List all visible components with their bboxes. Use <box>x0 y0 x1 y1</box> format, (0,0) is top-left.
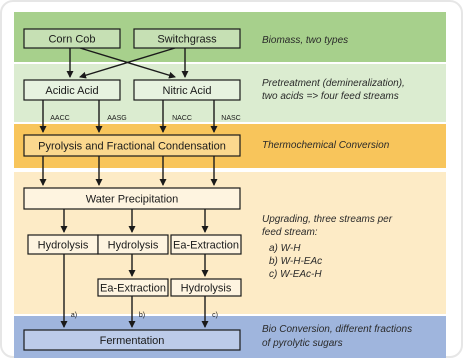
hydrolysis-a-label: Hydrolysis <box>37 239 89 252</box>
water-precipitation-node <box>24 188 240 209</box>
hydrolysis-a-node <box>28 235 98 254</box>
biomass-description: Biomass, two types <box>262 35 349 46</box>
pretreatment-description-line1: Pretreatment (demineralization), <box>262 78 405 89</box>
path-label-c: c) <box>212 312 218 319</box>
path-label-b: b) <box>138 312 146 319</box>
pyrolysis-label: Pyrolysis and Fractional Condensation <box>38 140 226 153</box>
ea-extraction-c-node <box>171 235 241 254</box>
pyrolysis-node <box>24 135 240 156</box>
corn-cob-label: Corn Cob <box>48 33 96 46</box>
hydrolysis-c-node <box>171 279 241 296</box>
corn-cob-node <box>24 29 120 48</box>
upgrading-stream-c: c) W-EAc-H <box>269 269 322 280</box>
upgrading-stream-b: b) W-H-EAc <box>269 256 323 267</box>
stream-label-aacc: AACC <box>50 115 70 122</box>
ea-extraction-b-label: Ea-Extraction <box>99 282 167 295</box>
nitric-acid-node <box>134 80 240 100</box>
stream-label-nacc: NACC <box>172 115 192 122</box>
upgrading-stream-a: a) W-H <box>269 243 301 254</box>
fermentation-node <box>24 330 240 350</box>
bioconversion-description-line2: of pyrolytic sugars <box>262 338 343 349</box>
bioconversion-description-line1: Bio Conversion, different fractions <box>262 324 413 335</box>
pretreatment-description-line2: two acids => four feed streams <box>262 91 399 102</box>
ea-extraction-c-label: Ea-Extraction <box>172 239 240 252</box>
nitric-acid-label: Nitric Acid <box>162 85 212 97</box>
hydrolysis-b-label: Hydrolysis <box>107 239 159 252</box>
hydrolysis-c-label: Hydrolysis <box>180 282 232 295</box>
switchgrass-label: Switchgrass <box>157 33 217 46</box>
ea-extraction-b-node <box>98 279 168 296</box>
stream-label-nasc: NASC <box>221 115 241 122</box>
acidic-acid-label: Acidic Acid <box>45 85 99 97</box>
upgrading-description-line1: Upgrading, three streams per <box>262 214 393 225</box>
fermentation-label: Fermentation <box>99 335 165 347</box>
switchgrass-node <box>134 29 240 48</box>
acidic-acid-node <box>24 80 120 100</box>
thermochemical-description: Thermochemical Conversion <box>262 140 390 151</box>
path-label-a: a) <box>70 312 78 319</box>
water-precipitation-label: Water Precipitation <box>85 193 179 206</box>
upgrading-description-line2: feed stream: <box>262 227 318 238</box>
hydrolysis-b-node <box>98 235 168 254</box>
stream-label-aasg: AASG <box>107 115 127 122</box>
